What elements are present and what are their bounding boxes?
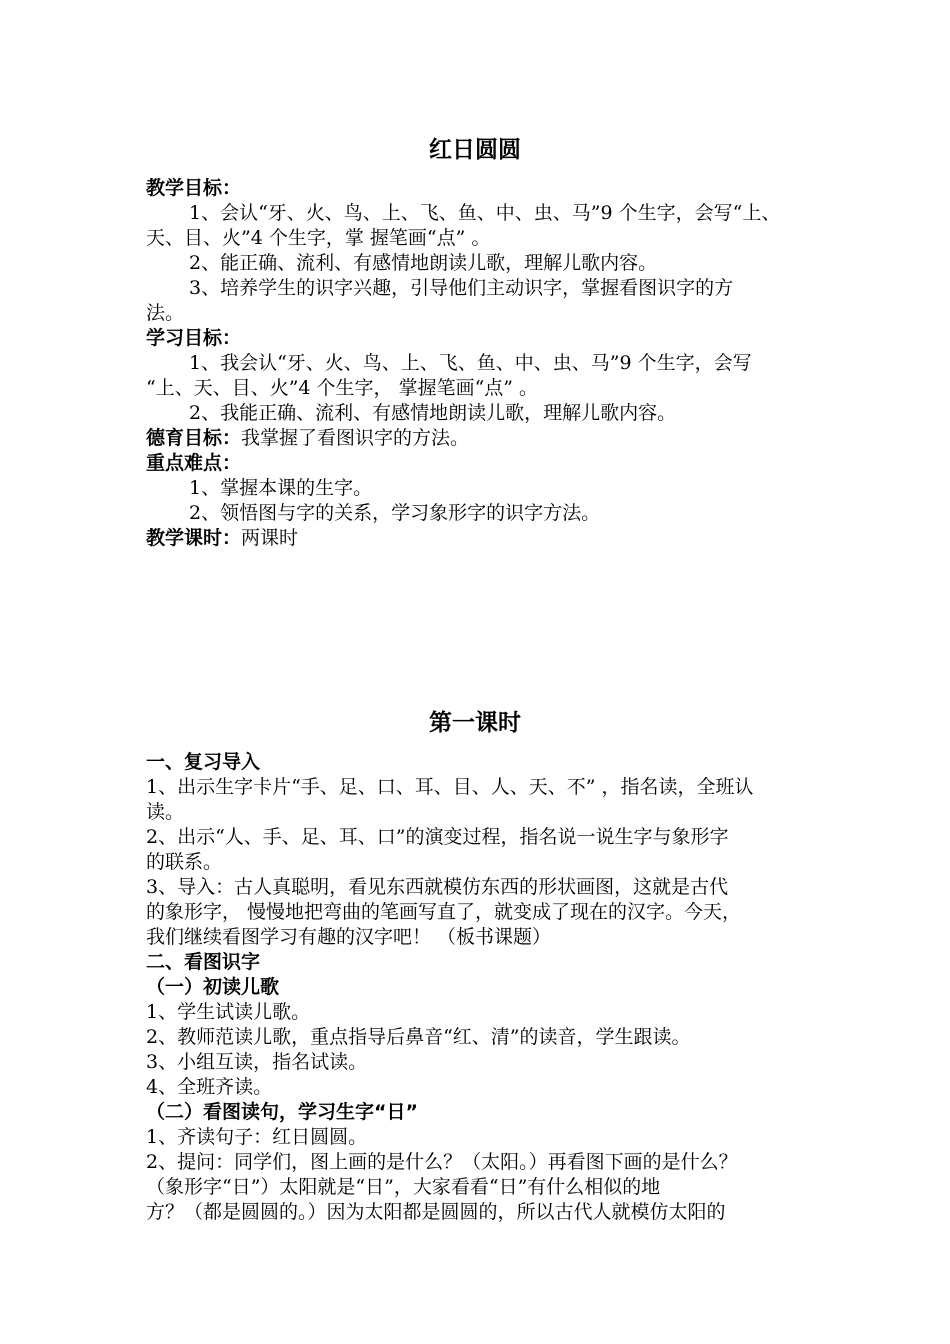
- sub1-line: 4、全班齐读。: [146, 1076, 273, 1098]
- keypoints-heading: 重点难点：: [146, 452, 242, 474]
- learning-line: 1、我会认“牙、火、鸟、上、飞、鱼、中、虫、马”9 个生字，会写: [189, 352, 752, 374]
- objective-line: 1、会认“牙、火、鸟、上、飞、鱼、中、虫、马”9 个生字，会写“上、: [189, 202, 781, 224]
- part2-sub1-heading: （一）初读儿歌: [146, 976, 280, 998]
- keypoint-line: 2、领悟图与字的关系，学习象形字的识字方法。: [189, 502, 601, 524]
- moral-text: 我掌握了看图识字的方法。: [241, 427, 470, 449]
- objective-line: 天、目、火”4 个生字，掌 握笔画“点” 。: [146, 227, 491, 249]
- teaching-hours: [146, 526, 826, 550]
- sub1-line: 3、小组互读，指名试读。: [146, 1051, 368, 1073]
- objective-line: 法。: [146, 302, 185, 324]
- objectives-heading: 教学目标：: [146, 177, 242, 199]
- moral-heading: 德育目标：: [146, 427, 242, 449]
- objective-line: 2、能正确、流利、有感情地朗读儿歌，理解儿歌内容。: [189, 252, 658, 274]
- hours-heading: 教学课时：: [146, 527, 242, 549]
- learning-heading: 学习目标：: [146, 327, 242, 349]
- moral-objective: [146, 426, 826, 450]
- part1-line: 2、出示“人、手、足、耳、口”的演变过程，指名说一说生字与象形字: [146, 826, 729, 848]
- objective-line: 3、培养学生的识字兴趣，引导他们主动识字，掌握看图识字的方: [189, 277, 734, 299]
- part2-sub2-heading: （二）看图读句，学习生字“日”: [146, 1101, 418, 1123]
- part1-line: 的联系。: [146, 851, 223, 873]
- document-title: 红日圆圆: [429, 137, 521, 163]
- sub1-line: 2、教师范读儿歌，重点指导后鼻音“红、清”的读音，学生跟读。: [146, 1026, 691, 1048]
- part1-heading: 一、复习导入: [146, 751, 261, 773]
- sub2-line: （象形字“日”）太阳就是“日”，大家看看“日”有什么相似的地: [146, 1176, 661, 1198]
- keypoint-line: 1、掌握本课的生字。: [189, 477, 373, 499]
- part1-line: 1、出示生字卡片“手、足、口、耳、目、人、天、不” ，指名读，全班认: [146, 776, 754, 798]
- sub2-line: 1、齐读句子：红日圆圆。: [146, 1126, 368, 1148]
- lesson1-title: 第一课时: [429, 710, 521, 736]
- learning-line: 2、我能正确、流利、有感情地朗读儿歌，理解儿歌内容。: [189, 402, 677, 424]
- part1-line: 读。: [146, 801, 185, 823]
- part1-line: 3、导入：古人真聪明，看见东西就模仿东西的形状画图，这就是古代: [146, 876, 729, 898]
- sub2-line: 2、提问：同学们，图上画的是什么？（太阳。）再看图下画的是什么？: [146, 1151, 738, 1173]
- part2-heading: 二、看图识字: [146, 951, 261, 973]
- part1-line: 的象形字， 慢慢地把弯曲的笔画写直了，就变成了现在的汉字。今天，: [146, 901, 742, 923]
- sub1-line: 1、学生试读儿歌。: [146, 1001, 311, 1023]
- part1-line: 我们继续看图学习有趣的汉字吧！ （板书课题）: [146, 926, 552, 948]
- sub2-line: 方？（都是圆圆的。）因为太阳都是圆圆的，所以古代人就模仿太阳的: [146, 1201, 726, 1223]
- learning-line: “上、天、目、火”4 个生字， 掌握笔画“点” 。: [146, 377, 539, 399]
- hours-text: 两课时: [241, 527, 299, 549]
